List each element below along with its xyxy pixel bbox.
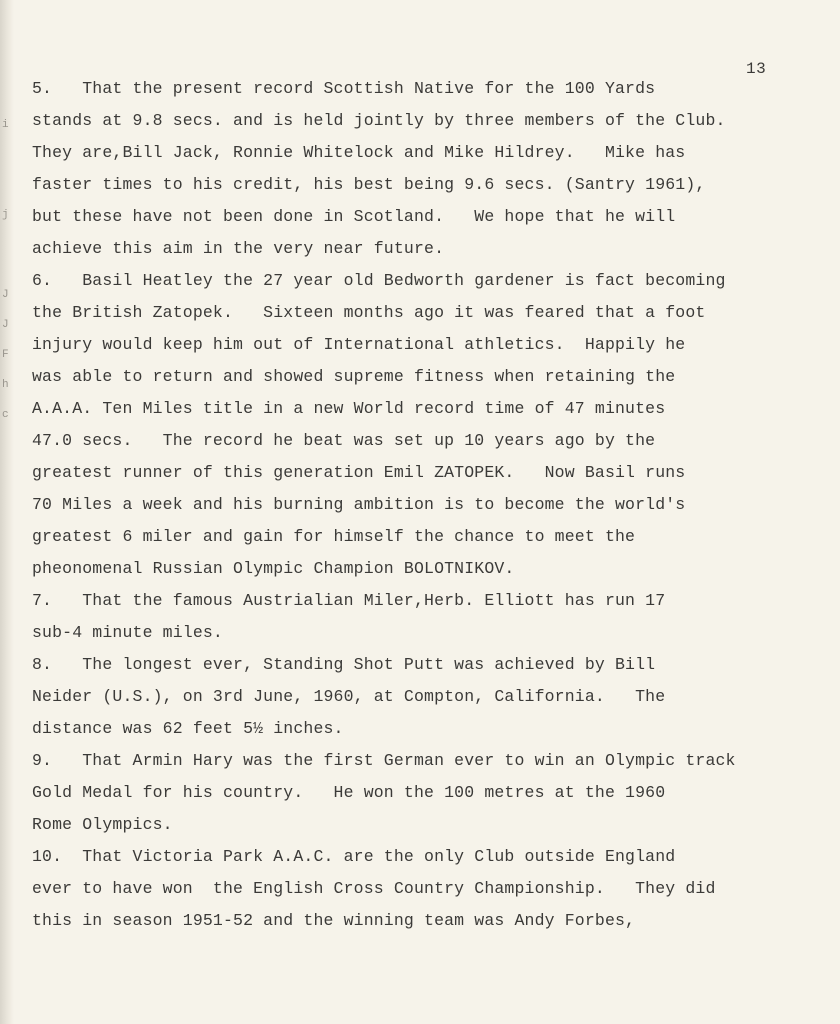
bleed-mark: F <box>2 349 9 361</box>
text-line: ever to have won the English Cross Country Championship. They did <box>32 879 716 898</box>
text-line: faster times to his credit, his best being 9.6 secs. (Santry 1961), <box>32 175 706 194</box>
text-line: but these have not been done in Scotland. We hope that he will <box>32 207 676 226</box>
bleed-mark: i <box>2 119 9 131</box>
text-line: 6. Basil Heatley the 27 year old Bedworth gardener is fact becoming <box>32 271 726 290</box>
text-line: Neider (U.S.), on 3rd June, 1960, at Compton, California. The <box>32 687 666 706</box>
text-line: 10. That Victoria Park A.A.C. are the only Club outside England <box>32 847 676 866</box>
text-line: Gold Medal for his country. He won the 100 metres at the 1960 <box>32 783 666 802</box>
text-line: greatest 6 miler and gain for himself the chance to meet the <box>32 527 636 546</box>
text-line: greatest runner of this generation Emil ZATOPEK. Now Basil runs <box>32 463 686 482</box>
bleed-mark: j <box>2 209 9 221</box>
typed-text-body <box>32 73 822 937</box>
text-line: Rome Olympics. <box>32 815 173 834</box>
text-line: 7. That the famous Austrialian Miler,Herb. Elliott has run 17 <box>32 591 666 610</box>
text-line: stands at 9.8 secs. and is held jointly by three members of the Club. <box>32 111 726 130</box>
bleed-mark: J <box>2 319 9 331</box>
text-line: pheonomenal Russian Olympic Champion BOLOTNIKOV. <box>32 559 515 578</box>
text-line: this in season 1951-52 and the winning team was Andy Forbes, <box>32 911 636 930</box>
text-line: 8. The longest ever, Standing Shot Putt was achieved by Bill <box>32 655 656 674</box>
page-binding-edge <box>0 0 14 1024</box>
bleed-mark: h <box>2 379 9 391</box>
text-line: sub-4 minute miles. <box>32 623 223 642</box>
text-line: was able to return and showed supreme fitness when retaining the <box>32 367 676 386</box>
text-line: injury would keep him out of International athletics. Happily he <box>32 335 686 354</box>
bleed-mark: J <box>2 289 9 301</box>
text-line: They are,Bill Jack, Ronnie Whitelock and Mike Hildrey. Mike has <box>32 143 686 162</box>
text-line: 5. That the present record Scottish Native for the 100 Yards <box>32 79 656 98</box>
text-line: A.A.A. Ten Miles title in a new World record time of 47 minutes <box>32 399 666 418</box>
text-line: 70 Miles a week and his burning ambition is to become the world's <box>32 495 686 514</box>
text-line: distance was 62 feet 5½ inches. <box>32 719 344 738</box>
bleed-mark: c <box>2 409 9 421</box>
text-line: 9. That Armin Hary was the first German ever to win an Olympic track <box>32 751 736 770</box>
text-line: the British Zatopek. Sixteen months ago it was feared that a foot <box>32 303 706 322</box>
text-line: 47.0 secs. The record he beat was set up 10 years ago by the <box>32 431 656 450</box>
page-number: 13 <box>746 60 767 78</box>
text-line: achieve this aim in the very near future. <box>32 239 445 258</box>
